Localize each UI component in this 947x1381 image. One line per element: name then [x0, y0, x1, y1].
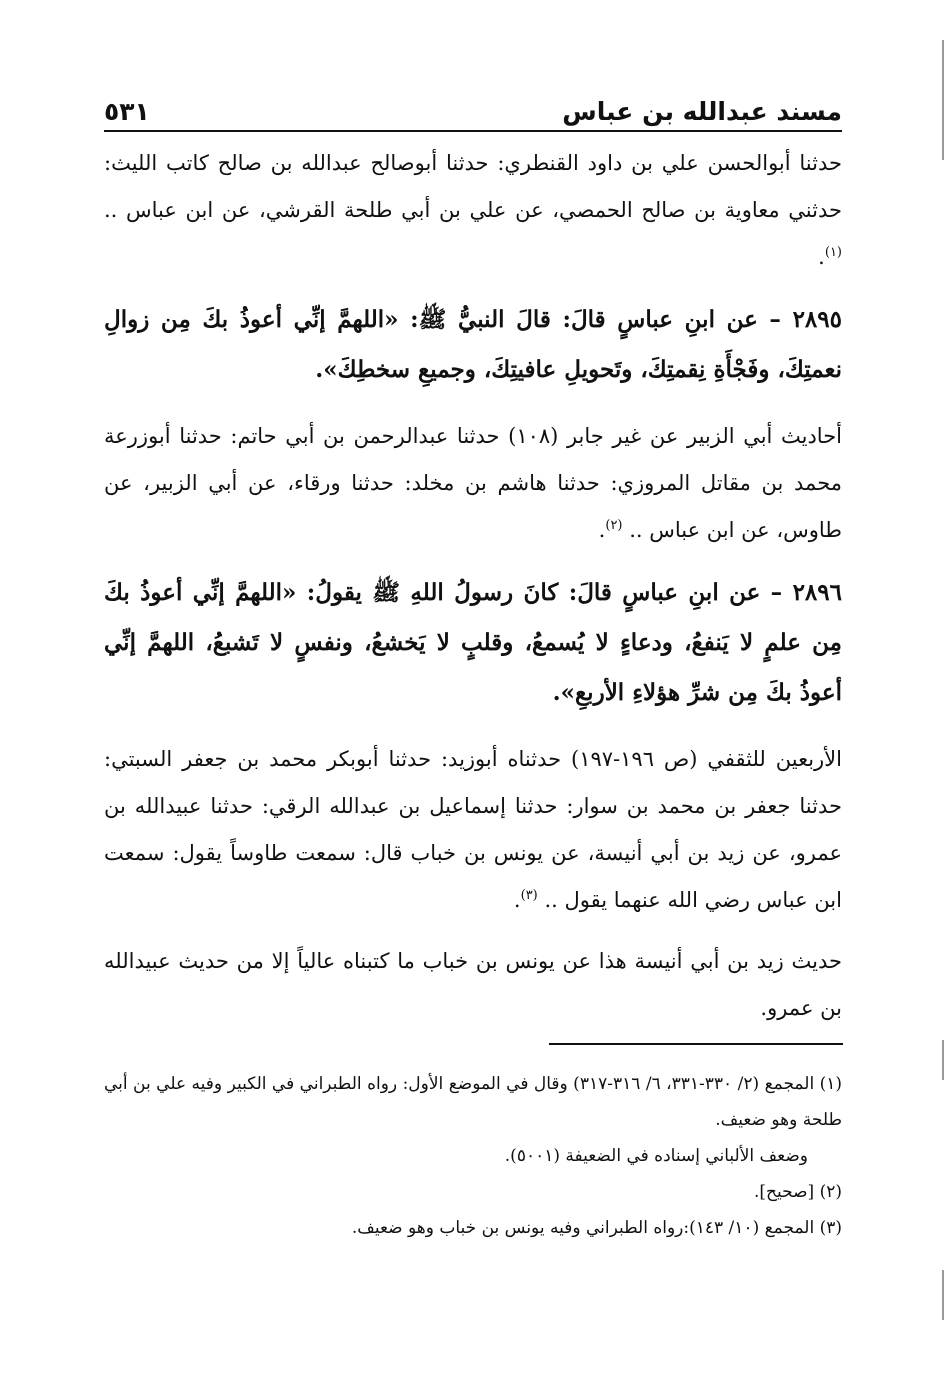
page-number: ٥٣١ — [104, 97, 150, 126]
footnote-1-continued: وضعف الألباني إسناده في الضعيفة (٥٠٠١). — [504, 1146, 808, 1166]
footnotes — [104, 1066, 842, 1246]
main-text — [104, 140, 842, 1046]
footnote-3: (٣) المجمع (١٠/ ١٤٣):رواه الطبراني وفيه يونس بن خباب وهو ضعيف. — [351, 1218, 842, 1238]
isnad-paragraph-3: الأربعين للثقفي (ص ١٩٦-١٩٧) حدثناه أبوزيد: حدثنا أبوبكر محمد بن جعفر السبتي: حدثنا جعفر بن محمد بن سوار: حدثنا إسماعيل بن عبدالله الرقي: حدثنا عبيدالله بن عمرو، عن زيد بن أبي أنيسة، عن يونس بن خباب قال: سمعت طاوساً يقول: سمعت ابن عباس رضي الله عنهما يقول .. $^{(٣)}$. — [104, 747, 842, 912]
scan-edge-mark — [942, 1270, 944, 1320]
footnote-ref-3: (٣) — [520, 888, 538, 903]
running-header — [104, 82, 842, 132]
footnote-1: (١) المجمع (٢/ ٣٣٠-٣٣١، ٦/ ٣١٦-٣١٧) وقال في الموضع الأول: رواه الطبراني في الكبير وفيه علي بن أبي طلحة وهو ضعيف. — [104, 1074, 843, 1130]
hadith-2896 — [104, 568, 842, 718]
footnote-2: (٢) [صحيح]. — [754, 1182, 842, 1202]
hadith-text-2895: – عن ابنِ عباسٍ قالَ: قالَ النبيُّ ﷺ: «اللهمَّ إنِّي أعوذُ بكَ مِن زوالِ نعمتِكَ، وفَجْأَةِ نِقمتِكَ، وتَحويلِ عافيتِكَ، وجميعِ سخطِكَ». — [104, 306, 842, 383]
isnad-text-1: حدثنا أبوالحسن علي بن داود القنطري: حدثنا أبوصالح عبدالله بن صالح كاتب الليث: حدثني معاوية بن صالح الحمصي، عن علي بن أبي طلحة القرشي، عن ابن عباس .. — [104, 151, 842, 222]
isnad-paragraph-2: أحاديث أبي الزبير عن غير جابر (١٠٨) حدثنا عبدالرحمن بن أبي حاتم: حدثنا أبوزرعة محمد بن مقاتل المروزي: حدثنا هاشم بن مخلد: حدثنا ورقاء، عن أبي الزبير، عن طاوس، عن ابن عباس .. $^{(٢)}$. — [104, 424, 843, 542]
footnote-divider — [549, 1043, 843, 1045]
footnote-ref-2: (٢) — [605, 518, 623, 533]
header-title: مسند عبدالله بن عباس — [562, 97, 842, 126]
comment-paragraph: حديث زيد بن أبي أنيسة هذا عن يونس بن خباب ما كتبناه عالياً إلا من حديث عبيدالله بن عمرو. — [104, 949, 842, 1020]
isnad-text-3: الأربعين للثقفي (ص ١٩٦-١٩٧) حدثناه أبوزيد: حدثنا أبوبكر محمد بن جعفر السبتي: حدثنا جعفر بن محمد بن سوار: حدثنا إسماعيل بن عبدالله الرقي: حدثنا عبيدالله بن عمرو، عن زيد بن أبي أنيسة، عن يونس بن خباب قال: سمعت طاوساً يقول: سمعت ابن عباس رضي الله عنهما يقول .. — [104, 747, 842, 912]
hadith-text-2896: – عن ابنِ عباسٍ قالَ: كانَ رسولُ اللهِ ﷺ يقولُ: «اللهمَّ إنِّي أعوذُ بكَ مِن علمٍ لا يَنفعُ، ودعاءٍ لا يُسمعُ، وقلبٍ لا يَخشعُ، ونفسٍ لا تَشبعُ، اللهمَّ إنِّي أعوذُ بكَ مِن شرِّ هؤلاءِ الأربعِ». — [104, 579, 842, 706]
isnad-text-2: أحاديث أبي الزبير عن غير جابر (١٠٨) حدثنا عبدالرحمن بن أبي حاتم: حدثنا أبوزرعة محمد بن مقاتل المروزي: حدثنا هاشم بن مخلد: حدثنا ورقاء، عن أبي الزبير، عن طاوس، عن ابن عباس .. — [104, 424, 843, 542]
scan-edge-mark — [942, 40, 944, 160]
footnote-ref-1: (١) — [824, 245, 842, 260]
hadith-2895 — [104, 295, 842, 395]
hadith-number-2895: ٢٨٩٥ — [792, 306, 842, 333]
isnad-paragraph-1: حدثنا أبوالحسن علي بن داود القنطري: حدثنا أبوصالح عبدالله بن صالح كاتب الليث: حدثني معاوية بن صالح الحمصي، عن علي بن أبي طلحة القرشي، عن ابن عباس .. $^{(١)}$. — [104, 151, 842, 269]
scan-edge-mark — [942, 1040, 944, 1080]
hadith-number-2896: ٢٨٩٦ — [792, 579, 842, 606]
